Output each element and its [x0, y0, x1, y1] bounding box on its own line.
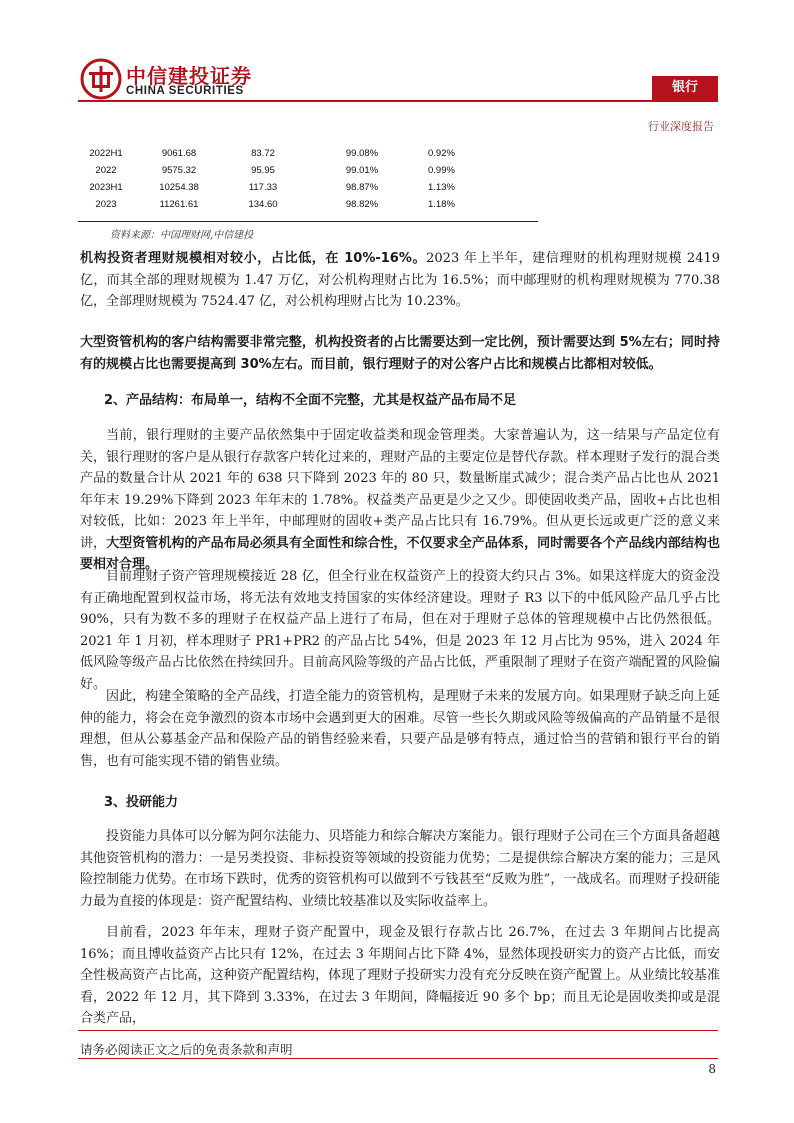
paragraph-investment-capability	[80, 826, 720, 912]
table-source-note: 资料来源：中国理财网,中信建投	[110, 230, 254, 241]
logo-english-name: CHINA SECURITIES	[126, 85, 244, 97]
paragraph-institutional-scale	[80, 248, 720, 313]
section-heading-product-structure: 2、产品结构：布局单一，结构不全面不完整，尤其是权益产品布局不足	[104, 393, 517, 408]
paragraph-emphasis-bold: 大型资管机构的产品布局必须具有全面性和综合性，不仅要求全产品体系，同时需要各个产品线内部结构也要相对合理。	[80, 535, 720, 572]
table-cell: 2022H1	[89, 148, 123, 159]
paragraph-body: 当前，银行理财的主要产品依然集中于固定收益类和现金管理类。大家普遍认为，这一结果与产品定位有关，银行理财的客户是从银行存款客户转化过来的，理财产品的主要定位是替代存款。样本理财子发行的混合类产品的数量合计从 2021 年的 638 只下降到 2023 年的 80 只，数量断崖式减少；混合类产品占比也从 2021 年年末 19.29%下降到 2023 年年末的 1.78%。权益类产品更是少之又少。即使固收类产品，固收+占比也相对较低，比如：2023 年上半年，中邮理财的固收+类产品占比只有 16.79%。但从更长远或更广泛的意义来讲，	[80, 428, 720, 551]
paragraph-equity-allocation	[80, 566, 720, 695]
table-cell: 1.18%	[428, 199, 455, 210]
report-type: 行业深度报告	[648, 120, 714, 133]
table-bottom-rule	[78, 221, 538, 222]
table-cell: 9061.68	[161, 148, 197, 159]
table-row	[78, 145, 538, 162]
table-cell: 134.60	[248, 199, 278, 210]
paragraph-body: 目前看，2023 年年末，理财子资产配置中，现金及银行存款占比 26.7%，在过去 3 年期间占比提高 16%；而且博收益资产占比只有 12%，在过去 3 年期间占比下降 4%，显然体现投研实力的资产占比低，而安全性极高资产占比高，这种资产配置结构，体现了理财子投研实力没有充分反映在资产配置上。从业绩比较基准看，2022 年 12 月，其下降到 3.33%，在过去 3 年期间，降幅接近 90 多个 bp；而且无论是固收类抑或是混合类产品，	[80, 925, 720, 1026]
table-cell: 95.95	[251, 165, 275, 176]
table-cell: 99.08%	[345, 148, 379, 159]
table-row	[78, 162, 538, 179]
page-number: 8	[708, 1062, 716, 1076]
table-cell: 0.99%	[428, 165, 455, 176]
table-cell: 9575.32	[161, 165, 197, 176]
table-row	[78, 179, 538, 196]
table-cell: 0.92%	[428, 148, 455, 159]
paragraph-bold: 大型资管机构的客户结构需要非常完整，机构投资者的占比需要达到一定比例，预计需要达到 5%左右；同时持有的规模占比也需要提高到 30%左右。而目前，银行理财子的对公客户占比和规模占比都相对较低。	[80, 335, 720, 372]
table-cell: 11261.61	[159, 199, 199, 210]
table-row	[78, 196, 538, 213]
table-cell: 2022	[95, 165, 117, 176]
footer-divider	[78, 1030, 718, 1031]
footer-bottom-divider	[78, 1058, 718, 1059]
paragraph-body: 2023 年上半年，建信理财的机构理财规模 2419 亿，而其全部的理财规模为 1.47 万亿，对公机构理财占比为 16.5%；而中邮理财的机构理财规模为 770.38 亿，全部理财规模为 7524.47 亿，对公机构理财占比为 10.23%。	[80, 251, 721, 309]
section-tab: 银行	[652, 76, 718, 100]
logo-chinese-name: 中信建投证券	[126, 64, 252, 88]
disclaimer-note: 请务必阅读正文之后的免责条款和声明	[80, 1042, 293, 1057]
table-cell: 99.01%	[345, 165, 379, 176]
table-cell: 117.33	[248, 182, 278, 193]
paragraph-product-focus	[80, 425, 720, 576]
table-cell: 1.13%	[428, 182, 455, 193]
table-cell: 10254.38	[159, 182, 199, 193]
table-cell: 98.87%	[345, 182, 379, 193]
paragraph-asset-allocation	[80, 922, 720, 1030]
paragraph-client-structure	[80, 332, 720, 375]
table-cell: 83.72	[251, 148, 275, 159]
paragraph-full-product-line	[80, 686, 720, 772]
paragraph-body: 投资能力具体可以分解为阿尔法能力、贝塔能力和综合解决方案能力。银行理财子公司在三个方面具备超越其他资管机构的潜力：一是另类投资、非标投资等领域的投资能力优势；二是提供综合解决方案的能力；三是风险控制能力优势。在市场下跌时，优秀的资管机构可以做到不亏钱甚至“反败为胜”，一战成名。而理财子投研能力最为直接的体现是：资产配置结构、业绩比较基准以及实际收益率上。	[80, 829, 720, 909]
paragraph-lead-bold: 机构投资者理财规模相对较小，占比低，在 10%-16%。	[80, 251, 427, 266]
table-cell: 2023H1	[89, 182, 123, 193]
company-logo	[80, 58, 250, 102]
section-heading-research-capability: 3、投研能力	[104, 795, 179, 810]
wealth-scale-table	[78, 145, 538, 213]
table-cell: 2023	[95, 199, 117, 210]
header-divider	[78, 100, 718, 102]
paragraph-body: 目前理财子资产管理规模接近 28 亿，但全行业在权益资产上的投资大约只占 3%。如果这样庞大的资金没有正确地配置到权益市场，将无法有效地支持国家的实体经济建设。理财子 R3 以下的中低风险产品几乎占比 90%，只有为数不多的理财子在权益产品上进行了布局，但在对于理财子总体的管理规模中占比仍然很低。2021 年 1 月初，样本理财子 PR1+PR2 的产品占比 54%，但是 2023 年 12 月占比为 95%，进入 2024 年低风险等级产品占比依然在持续回升。目前高风险等级的产品占比低，严重限制了理财子在资产端配置的风险偏好。	[80, 569, 720, 692]
table-cell: 98.82%	[345, 199, 379, 210]
citic-emblem-icon	[80, 58, 122, 100]
paragraph-body: 因此，构建全策略的全产品线，打造全能力的资管机构，是理财子未来的发展方向。如果理财子缺乏向上延伸的能力，将会在竞争激烈的资本市场中会遇到更大的困难。尽管一些长久期或风险等级偏高的产品销量不是很理想，但从公募基金产品和保险产品的销售经验来看，只要产品是够有特点，通过恰当的营销和银行平台的销售，也有可能实现不错的销售业绩。	[80, 689, 720, 769]
